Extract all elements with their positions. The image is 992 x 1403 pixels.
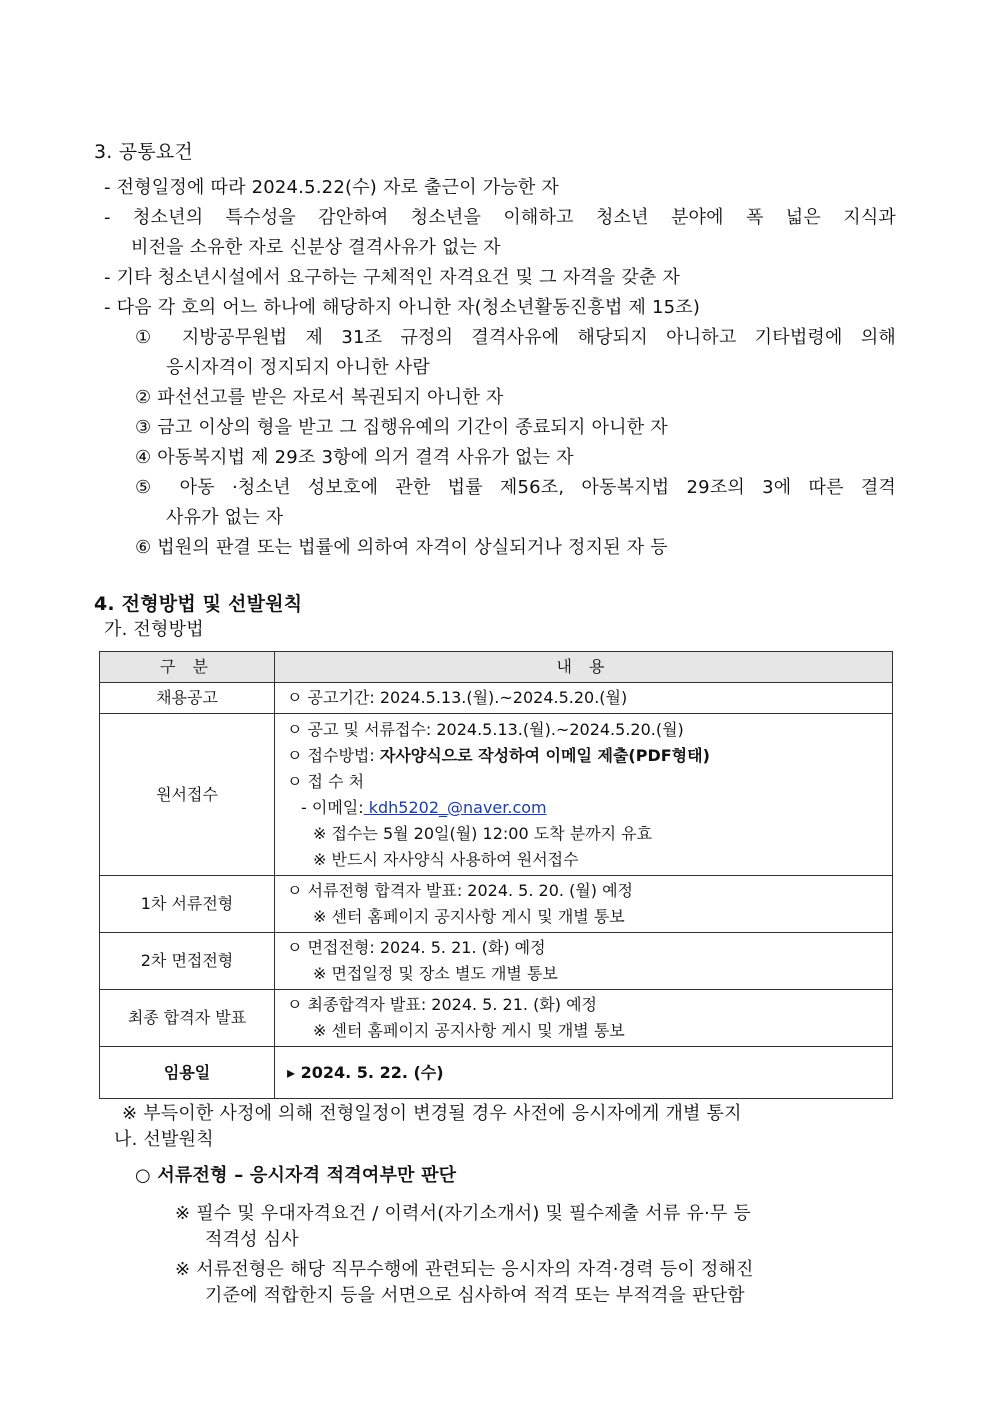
content-line: ※ 센터 홈페이지 공지사항 게시 및 개별 통보	[313, 907, 625, 926]
header-content: 내 용	[275, 652, 893, 683]
row-content	[275, 990, 893, 1047]
row-category: 채용공고	[100, 683, 275, 714]
content-line	[287, 795, 892, 821]
table-row	[100, 714, 893, 876]
subsection-a-title: 가. 전형방법	[104, 619, 204, 640]
method-value: 자사양식으로 작성하여 이메일 제출(PDF형태)	[379, 745, 710, 765]
disqualification-item: ① 지방공무원법 제 31조 규정의 결격사유에 해당되지 아니하고 기타법령에 의해	[135, 327, 896, 348]
requirement-item: - 기타 청소년시설에서 요구하는 구체적인 자격요건 및 그 자격을 갖춘 자	[104, 267, 680, 288]
row-category: 임용일	[100, 1047, 275, 1099]
principle-note: ※ 필수 및 우대자격요건 / 이력서(자기소개서) 및 필수제출 서류 유·무 등	[175, 1203, 752, 1224]
table-row	[100, 876, 893, 933]
row-content	[275, 1047, 893, 1099]
email-link[interactable]: kdh5202_@naver.com	[363, 797, 547, 817]
content-line: ※ 접수는 5월 20일(월) 12:00 도착 분까지 유효	[313, 823, 653, 843]
disqualification-item: ⑤ 아동 ·청소년 성보호에 관한 법률 제56조, 아동복지법 29조의 3에 따른 결격	[135, 477, 896, 498]
principle-note-cont: 적격성 심사	[205, 1229, 299, 1250]
row-content	[275, 683, 893, 714]
row-category: 1차 서류전형	[100, 876, 275, 933]
content-line: ▸ 2024. 5. 22. (수)	[287, 1062, 444, 1082]
content-line: ㅇ 최종합격자 발표: 2024. 5. 21. (화) 예정	[287, 995, 598, 1014]
disqualification-item-cont: 사유가 없는 자	[166, 507, 284, 528]
requirement-item: - 다음 각 호의 어느 하나에 해당하지 아니한 자(청소년활동진흥법 제 15조)	[104, 297, 701, 318]
table-row	[100, 990, 893, 1047]
content-line: ㅇ 접 수 처	[287, 771, 365, 791]
principle-title: ○ 서류전형 – 응시자격 적격여부만 판단	[135, 1165, 457, 1186]
principle-note: ※ 서류전형은 해당 직무수행에 관련되는 응시자의 자격·경력 등이 정해진	[175, 1259, 754, 1280]
content-line: ㅇ 서류전형 합격자 발표: 2024. 5. 20. (월) 예정	[287, 881, 634, 900]
disqualification-item: ⑥ 법원의 판결 또는 법률에 의하여 자격이 상실되거나 정지된 자 등	[135, 537, 668, 558]
principle-note-cont: 기준에 적합한지 등을 서면으로 심사하여 적격 또는 부적격을 판단함	[205, 1285, 745, 1306]
selection-schedule-table	[99, 651, 893, 1099]
table-row	[100, 933, 893, 990]
requirement-item-cont: 비전을 소유한 자로 신분상 결격사유가 없는 자	[131, 237, 501, 258]
requirement-item: - 전형일정에 따라 2024.5.22(수) 자로 출근이 가능한 자	[104, 177, 559, 198]
section-3-title: 3. 공통요건	[94, 141, 193, 163]
content-line: ㅇ 면접전형: 2024. 5. 21. (화) 예정	[287, 938, 546, 957]
row-category: 최종 합격자 발표	[100, 990, 275, 1047]
row-category: 원서접수	[100, 714, 275, 876]
disqualification-item: ④ 아동복지법 제 29조 3항에 의거 결격 사유가 없는 자	[135, 447, 574, 468]
table-header-row	[100, 652, 893, 683]
table-row	[100, 1047, 893, 1099]
header-category: 구 분	[100, 652, 275, 683]
schedule-change-note: ※ 부득이한 사정에 의해 전형일정이 변경될 경우 사전에 응시자에게 개별 통지	[122, 1103, 742, 1124]
disqualification-item: ② 파선선고를 받은 자로서 복권되지 아니한 자	[135, 387, 504, 408]
content-line: ※ 반드시 자사양식 사용하여 원서접수	[313, 849, 579, 869]
content-line: ㅇ 공고기간: 2024.5.13.(월).~2024.5.20.(월)	[287, 688, 628, 707]
row-content	[275, 933, 893, 990]
content-line	[287, 743, 892, 769]
row-category: 2차 면접전형	[100, 933, 275, 990]
content-line: ※ 센터 홈페이지 공지사항 게시 및 개별 통보	[313, 1021, 625, 1040]
row-content	[275, 714, 893, 876]
email-label: - 이메일:	[301, 797, 364, 817]
subsection-b-title: 나. 선발원칙	[114, 1129, 214, 1150]
content-line: ㅇ 공고 및 서류접수: 2024.5.13.(월).~2024.5.20.(월)	[287, 719, 684, 739]
disqualification-item: ③ 금고 이상의 형을 받고 그 집행유예의 기간이 종료되지 아니한 자	[135, 417, 668, 438]
requirement-item: - 청소년의 특수성을 감안하여 청소년을 이해하고 청소년 분야에 폭 넓은 지식과	[104, 207, 896, 228]
row-content	[275, 876, 893, 933]
section-4-title: 4. 전형방법 및 선발원칙	[94, 593, 303, 615]
disqualification-item-cont: 응시자격이 정지되지 아니한 사람	[166, 357, 430, 378]
method-label: ㅇ 접수방법:	[287, 745, 375, 765]
table-row	[100, 683, 893, 714]
content-line: ※ 면접일정 및 장소 별도 개별 통보	[313, 964, 558, 983]
